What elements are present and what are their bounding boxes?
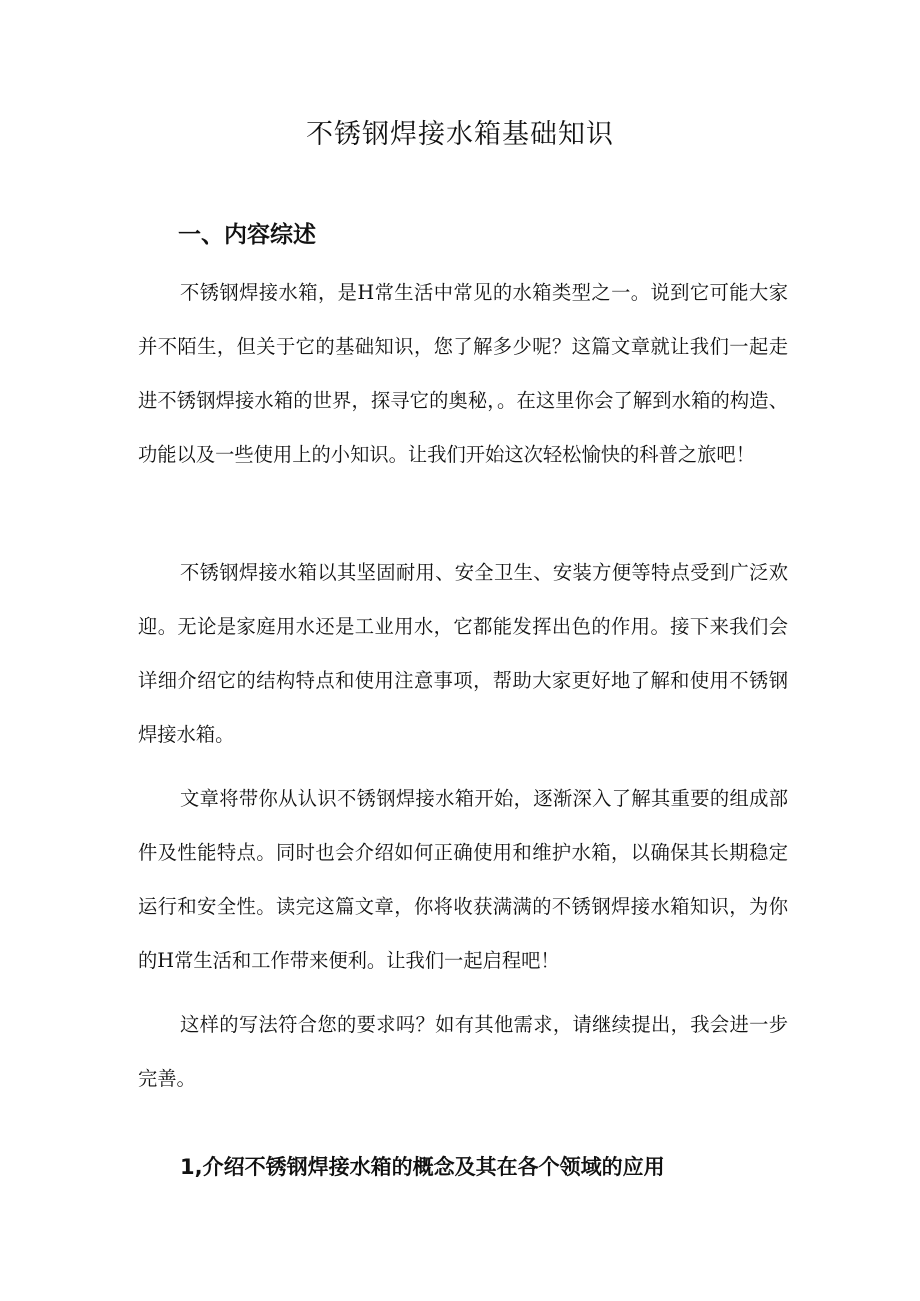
paragraph-closing: 这样的写法符合您的要求吗？如有其他需求，请继续提出，我会进一步完善。	[138, 1013, 788, 1090]
sub-heading: 1,介绍不锈钢焊接水箱的概念及其在各个领域的应用	[180, 1155, 665, 1179]
section-heading: 一、内容综述	[178, 222, 316, 248]
paragraph-features: 不锈钢焊接水箱以其坚固耐用、安全卫生、安装方便等特点受到广泛欢迎。无论是家庭用水还是工业用水，它都能发挥出色的作用。接下来我们会详细介绍它的结构特点和使用注意事项，帮助大家更好地了解和使用不锈钢焊接水箱。	[138, 561, 788, 746]
paragraph-intro: 不锈钢焊接水箱，是H常生活中常见的水箱类型之一。说到它可能大家并不陌生，但关于它的基础知识，您了解多少呢？这篇文章就让我们一起走进不锈钢焊接水箱的世界，探寻它的奥秘，。在这里你会了解到水箱的构造、功能以及一些使用上的小知识。让我们开始这次轻松愉快的科普之旅吧！	[138, 281, 788, 466]
document-title: 不锈钢焊接水箱基础知识	[306, 119, 614, 150]
paragraph-overview: 文章将带你从认识不锈钢焊接水箱开始，逐渐深入了解其重要的组成部件及性能特点。同时也会介绍如何正确使用和维护水箱，以确保其长期稳定运行和安全性。读完这篇文章，你将收获满满的不锈钢焊接水箱知识，为你的H常生活和工作带来便利。让我们一起启程吧！	[138, 787, 788, 972]
